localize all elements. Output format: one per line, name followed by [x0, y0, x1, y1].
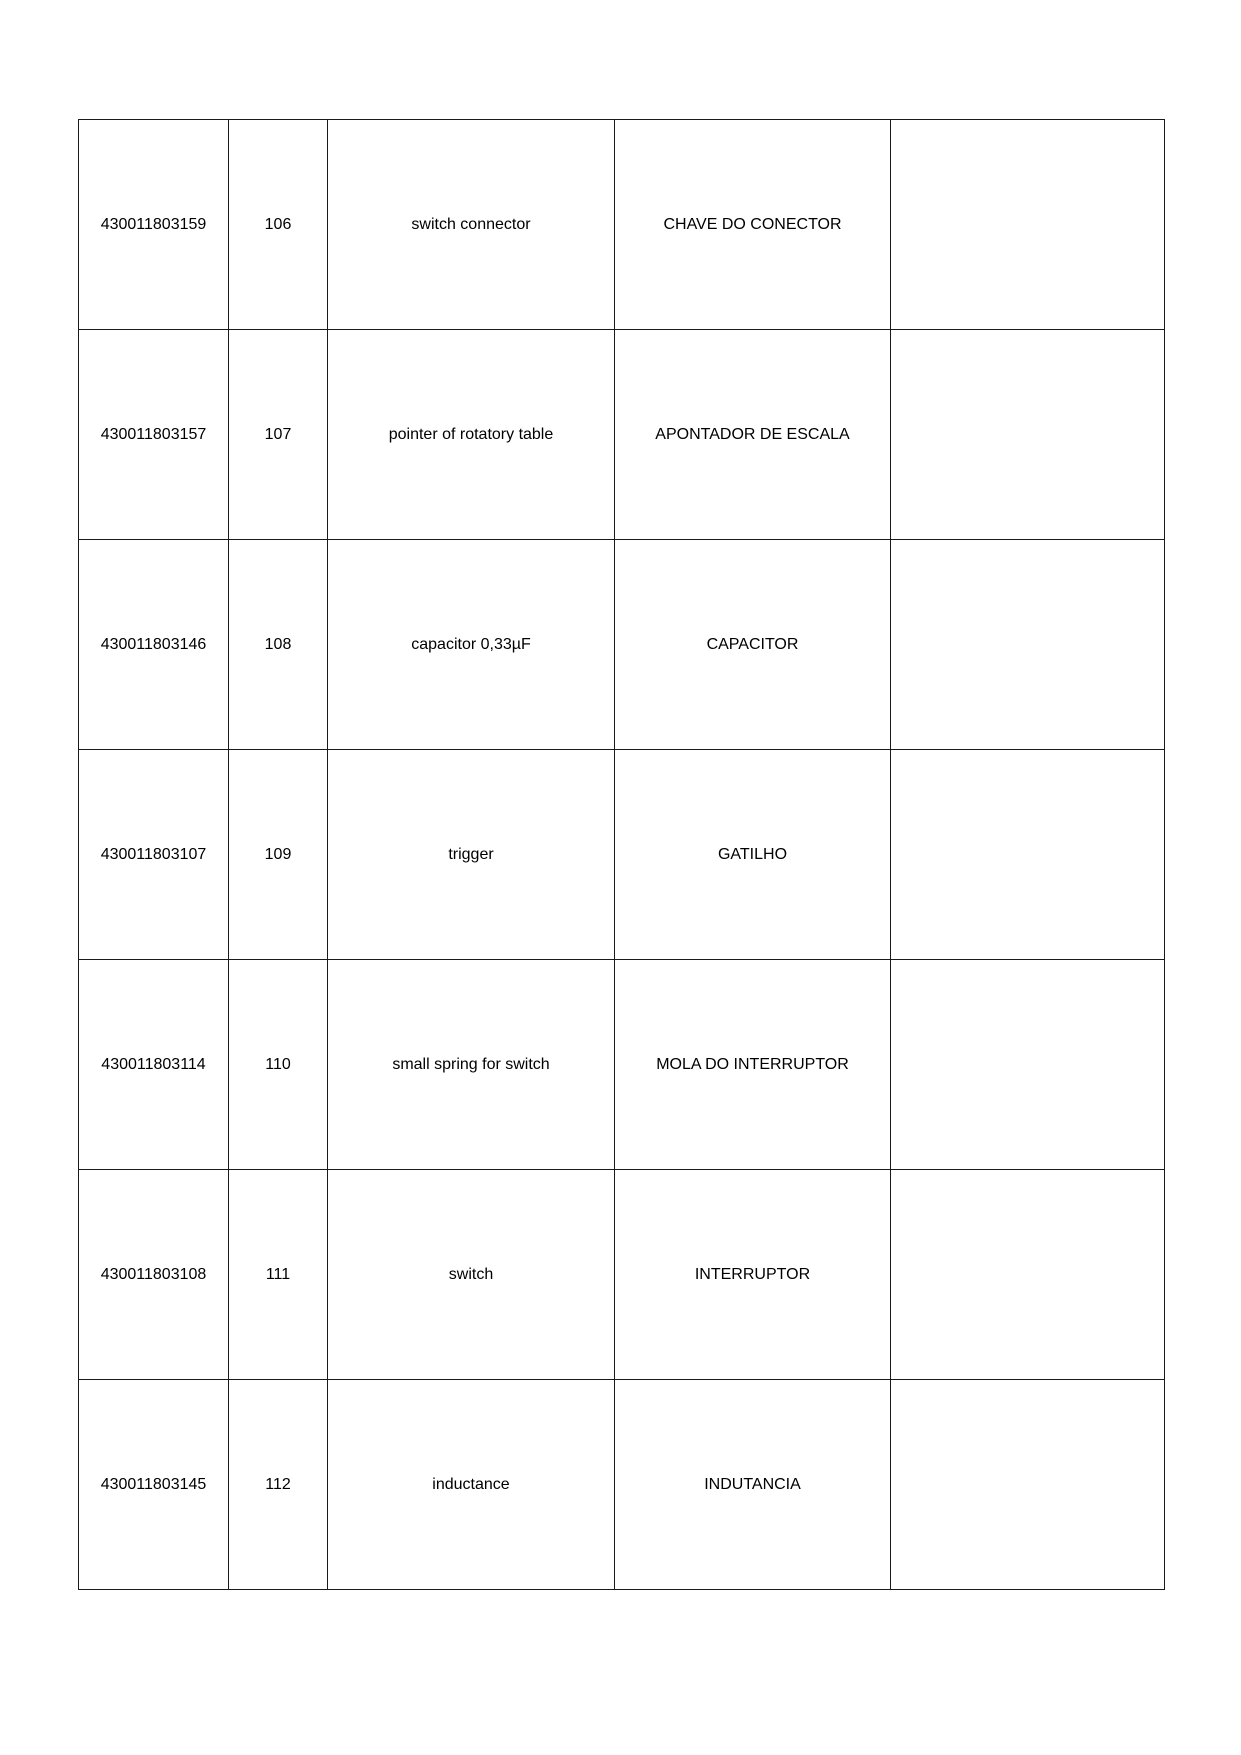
- table-row: [79, 750, 1165, 960]
- description-pt-cell: INTERRUPTOR: [615, 1170, 891, 1380]
- part-code-cell: 430011803107: [79, 750, 229, 960]
- description-pt-cell: GATILHO: [615, 750, 891, 960]
- description-en-cell: pointer of rotatory table: [328, 330, 615, 540]
- table-row: [79, 1170, 1165, 1380]
- description-pt-cell: CAPACITOR: [615, 540, 891, 750]
- position-number-cell: 112: [229, 1380, 328, 1590]
- description-en-cell: inductance: [328, 1380, 615, 1590]
- description-en-cell: switch connector: [328, 120, 615, 330]
- part-code-cell: 430011803157: [79, 330, 229, 540]
- position-number-cell: 107: [229, 330, 328, 540]
- empty-cell: [891, 1380, 1165, 1590]
- position-number-cell: 106: [229, 120, 328, 330]
- empty-cell: [891, 750, 1165, 960]
- part-code-cell: 430011803146: [79, 540, 229, 750]
- empty-cell: [891, 540, 1165, 750]
- part-code-cell: 430011803114: [79, 960, 229, 1170]
- description-pt-cell: MOLA DO INTERRUPTOR: [615, 960, 891, 1170]
- description-en-cell: trigger: [328, 750, 615, 960]
- position-number-cell: 111: [229, 1170, 328, 1380]
- description-en-cell: switch: [328, 1170, 615, 1380]
- empty-cell: [891, 1170, 1165, 1380]
- part-code-cell: 430011803145: [79, 1380, 229, 1590]
- position-number-cell: 108: [229, 540, 328, 750]
- part-code-cell: 430011803159: [79, 120, 229, 330]
- description-en-cell: capacitor 0,33µF: [328, 540, 615, 750]
- parts-table: [78, 119, 1165, 1590]
- table-row: [79, 330, 1165, 540]
- table-row: [79, 960, 1165, 1170]
- table-row: [79, 1380, 1165, 1590]
- table-row: [79, 540, 1165, 750]
- description-en-cell: small spring for switch: [328, 960, 615, 1170]
- empty-cell: [891, 960, 1165, 1170]
- description-pt-cell: CHAVE DO CONECTOR: [615, 120, 891, 330]
- part-code-cell: 430011803108: [79, 1170, 229, 1380]
- empty-cell: [891, 330, 1165, 540]
- position-number-cell: 110: [229, 960, 328, 1170]
- description-pt-cell: INDUTANCIA: [615, 1380, 891, 1590]
- table-row: [79, 120, 1165, 330]
- position-number-cell: 109: [229, 750, 328, 960]
- empty-cell: [891, 120, 1165, 330]
- description-pt-cell: APONTADOR DE ESCALA: [615, 330, 891, 540]
